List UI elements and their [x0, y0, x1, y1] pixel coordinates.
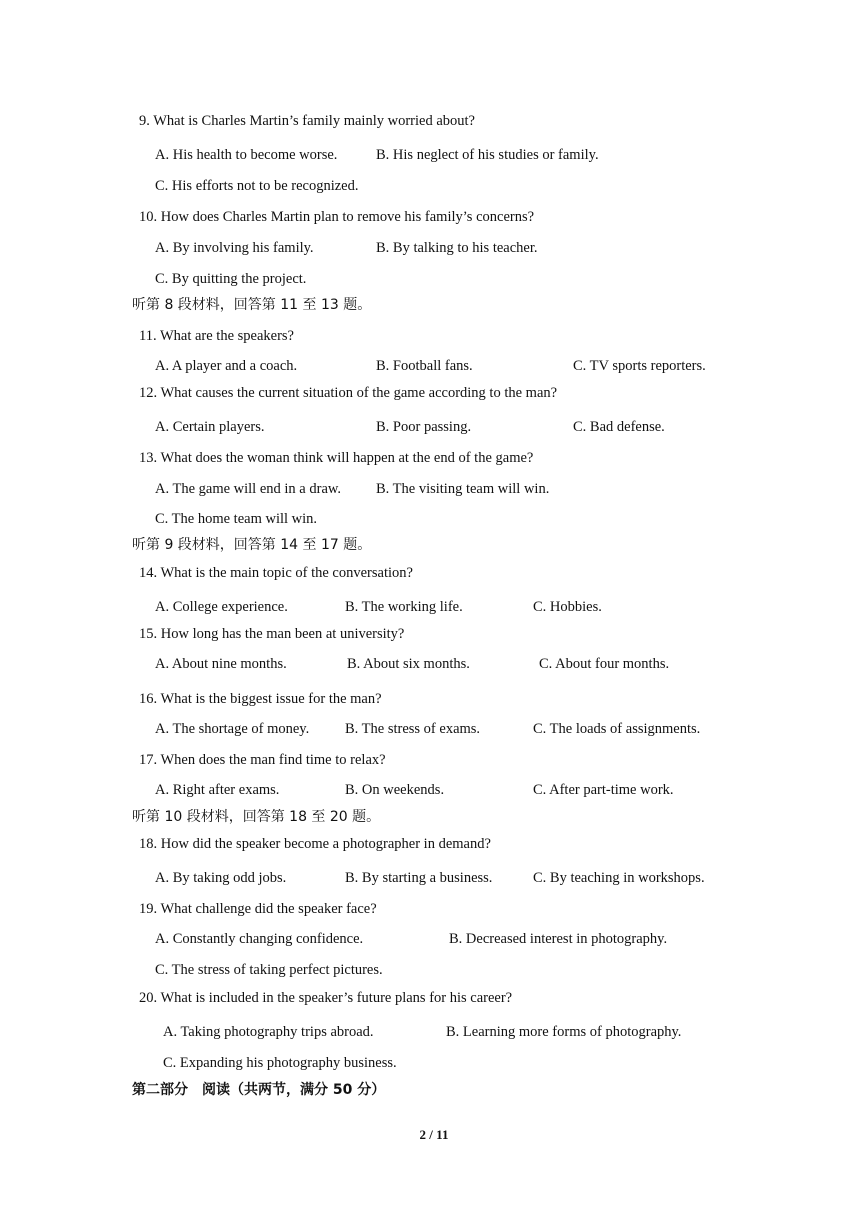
q15-option-b: B. About six months. — [347, 656, 470, 672]
q14-option-b: B. The working life. — [345, 599, 463, 615]
q11-option-a: A. A player and a coach. — [155, 358, 298, 374]
q16-option-c: C. The loads of assignments. — [533, 721, 701, 737]
question-14: 14. What is the main topic of the conversation? — [139, 565, 413, 581]
page-number: 2 / 11 — [419, 1127, 449, 1142]
q18-option-a: A. By taking odd jobs. — [155, 870, 287, 886]
q12-option-b: B. Poor passing. — [376, 419, 472, 435]
q17-option-c: C. After part-time work. — [533, 782, 674, 798]
question-16: 16. What is the biggest issue for the man? — [139, 691, 382, 707]
q20-option-b: B. Learning more forms of photography. — [446, 1024, 682, 1040]
q13-option-c: C. The home team will win. — [155, 511, 318, 527]
question-15: 15. How long has the man been at university? — [139, 626, 405, 642]
section-9-instruction: 听第 9 段材料，回答第 14 至 17 题。 — [132, 537, 372, 553]
question-9: 9. What is Charles Martin’s family mainly worried about? — [139, 113, 475, 129]
q14-option-c: C. Hobbies. — [533, 599, 602, 615]
q9-option-a: A. His health to become worse. — [155, 147, 338, 163]
q13-option-b: B. The visiting team will win. — [376, 481, 550, 497]
q9-option-b: B. His neglect of his studies or family. — [376, 147, 599, 163]
q14-option-a: A. College experience. — [155, 599, 288, 615]
q16-option-b: B. The stress of exams. — [345, 721, 481, 737]
q19-option-b: B. Decreased interest in photography. — [449, 931, 668, 947]
q16-option-a: A. The shortage of money. — [155, 721, 310, 737]
question-10: 10. How does Charles Martin plan to remove his family’s concerns? — [139, 209, 535, 225]
q19-option-a: A. Constantly changing confidence. — [155, 931, 364, 947]
q17-option-b: B. On weekends. — [345, 782, 445, 798]
question-17: 17. When does the man find time to relax? — [139, 752, 386, 768]
q20-option-c: C. Expanding his photography business. — [163, 1055, 397, 1071]
q20-option-a: A. Taking photography trips abroad. — [163, 1024, 374, 1040]
q11-option-b: B. Football fans. — [376, 358, 473, 374]
q10-option-b: B. By talking to his teacher. — [376, 240, 538, 256]
q10-option-c: C. By quitting the project. — [155, 271, 307, 287]
q11-option-c: C. TV sports reporters. — [573, 358, 706, 374]
q12-option-c: C. Bad defense. — [573, 419, 665, 435]
part-two-heading: 第二部分 阅读（共两节，满分 50 分） — [132, 1082, 386, 1098]
q13-option-a: A. The game will end in a draw. — [155, 481, 342, 497]
section-8-instruction: 听第 8 段材料，回答第 11 至 13 题。 — [132, 297, 372, 313]
question-19: 19. What challenge did the speaker face? — [139, 901, 377, 917]
question-11: 11. What are the speakers? — [139, 328, 294, 344]
q10-option-a: A. By involving his family. — [155, 240, 314, 256]
section-10-instruction: 听第 10 段材料，回答第 18 至 20 题。 — [132, 809, 381, 825]
q12-option-a: A. Certain players. — [155, 419, 265, 435]
q18-option-c: C. By teaching in workshops. — [533, 870, 705, 886]
q19-option-c: C. The stress of taking perfect pictures. — [155, 962, 383, 978]
q17-option-a: A. Right after exams. — [155, 782, 280, 798]
q9-option-c: C. His efforts not to be recognized. — [155, 178, 359, 194]
question-20: 20. What is included in the speaker’s future plans for his career? — [139, 990, 513, 1006]
question-12: 12. What causes the current situation of the game according to the man? — [139, 385, 558, 401]
question-18: 18. How did the speaker become a photographer in demand? — [139, 836, 491, 852]
q18-option-b: B. By starting a business. — [345, 870, 493, 886]
q15-option-c: C. About four months. — [539, 656, 670, 672]
q15-option-a: A. About nine months. — [155, 656, 287, 672]
question-13: 13. What does the woman think will happen at the end of the game? — [139, 450, 534, 466]
